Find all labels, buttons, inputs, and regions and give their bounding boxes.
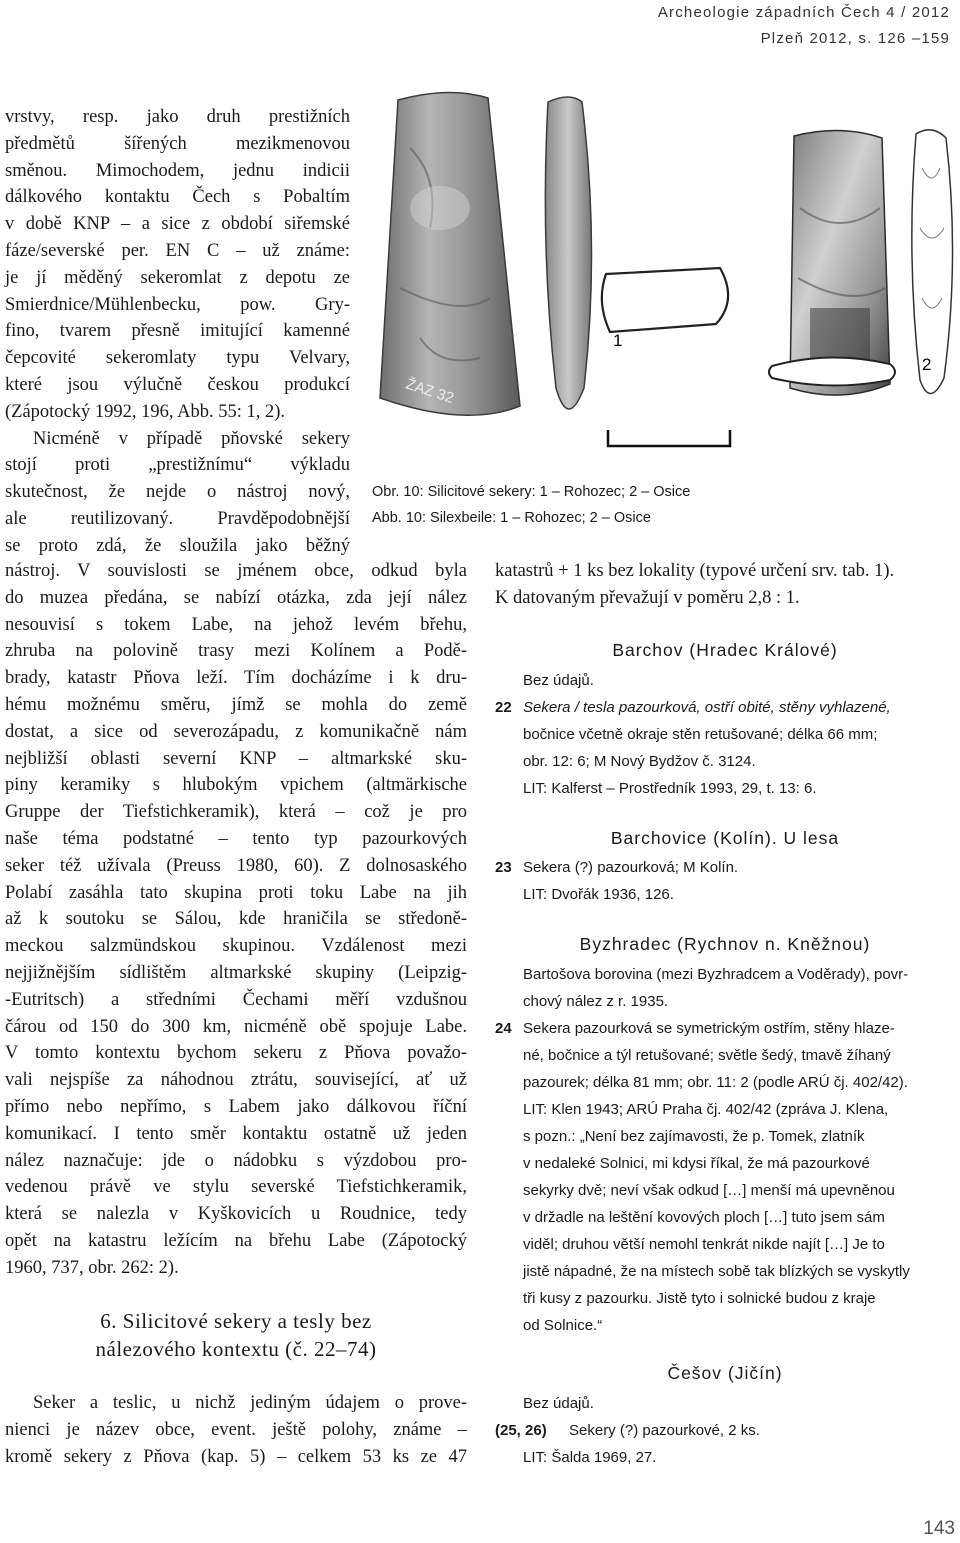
axe-drawings xyxy=(370,88,960,460)
text-line: nástroj. V souvislosti se jménem obce, odkud byla xyxy=(5,561,467,581)
figure-caption xyxy=(372,479,792,531)
text-line: stojí proti „prestižnímu“ výkladu xyxy=(5,455,350,476)
axe-1-side xyxy=(545,97,591,409)
text-line: je jí měděný sekeromlat z depotu ze xyxy=(5,267,350,288)
entry-line: LIT: Klen 1943; ARÚ Praha čj. 402/42 (zpráva J. Klena, xyxy=(523,1101,889,1118)
text-line: naše téma podstatné – tento typ pazourkových xyxy=(5,828,467,849)
section-heading-line: nálezového kontextu (č. 22–74) xyxy=(95,1337,377,1361)
entry-number: (25, 26) xyxy=(495,1422,547,1439)
text-line: Smierdnice/Mühlenbecku, pow. Gry- xyxy=(5,294,350,315)
text-line: fino, tvarem přesně imitující kamenné xyxy=(5,321,350,342)
entry-number: 23 xyxy=(495,859,512,876)
page-number: 143 xyxy=(923,1518,955,1539)
left-column-main xyxy=(5,558,467,1282)
entry-line: LIT: Kalferst – Prostředník 1993, 29, t. 13: 6. xyxy=(523,780,817,797)
text-line: předmětů šířených mezikmenovou xyxy=(5,133,350,154)
text-line: ale reutilizovaný. Pravděpodobnější xyxy=(5,508,350,529)
caption-german: Abb. 10: Silexbeile: 1 – Rohozec; 2 – Osice xyxy=(372,510,651,526)
figure-10 xyxy=(370,88,960,460)
entry-line: Sekera pazourková se symetrickým ostřím, stěny hlaze- xyxy=(523,1020,895,1037)
text-line: v době KNP – a sice z období siřemské xyxy=(5,214,350,235)
text-line: které jsou výlučně českou produkcí xyxy=(5,374,350,395)
text-line: dálkového kontaktu Čech s Pobaltím xyxy=(5,187,350,208)
entry-line: né, bočnice a týl retušované; světle šedý, tmavě žíhaný xyxy=(523,1047,891,1064)
site-heading-byzhradec: Byzhradec (Rychnov n. Kněžnou) xyxy=(579,934,871,954)
text-line: K datovaným převažují v poměru 2,8 : 1. xyxy=(495,587,800,608)
entry-line: jistě nápadné, že na místech sobě tak blízkých se vyskytly xyxy=(523,1263,910,1280)
journal-place-pages: Plzeň 2012, s. 126 –159 xyxy=(760,30,950,47)
site-heading-barchovice: Barchovice (Kolín). U lesa xyxy=(610,828,840,848)
running-header xyxy=(658,0,950,52)
caption-czech: Obr. 10: Silicitové sekery: 1 – Rohozec; 2 – Osice xyxy=(372,484,691,500)
text-line: Gruppe der Tiefstichkeramik), která – což je pro xyxy=(5,802,467,823)
text-line: kromě sekery z Pňova (kap. 5) – celkem 53 ks ze 47 xyxy=(5,1446,467,1467)
journal-title: Archeologie západních Čech 4 / 2012 xyxy=(657,4,950,21)
text-line: opět na katastru ležícím na břehu Labe (Zápotocký xyxy=(5,1230,467,1251)
text-line: čepcovité sekeromlaty typu Velvary, xyxy=(5,348,350,369)
entry-line: v držadle na leštění kovových ploch […] tuto jsem sám xyxy=(523,1209,885,1226)
entry-line: bočnice včetně okraje stěn retušované; délka 66 mm; xyxy=(523,726,878,743)
site-entry-byzhradec xyxy=(495,961,955,1339)
text-line: až k soutoku se Sálou, kde hraničila se středoně- xyxy=(5,909,467,930)
text-line: dostat, a sice od severozápadu, z komunikačně nám xyxy=(5,721,467,742)
text-line: nález naznačuje: jde o nádobku s výzdobou pro- xyxy=(5,1150,467,1171)
text-line: V tomto kontextu bychom sekeru z Pňova považo- xyxy=(5,1043,467,1064)
left-column-top xyxy=(5,104,350,560)
text-line: fáze/severské per. EN C – už známe: xyxy=(5,240,350,261)
text-line: zhruba na polovině trasy mezi Kolínem a Podě- xyxy=(5,641,467,662)
section-heading-line: 6. Silicitové sekery a tesly bez xyxy=(100,1309,372,1333)
site-note: Bez údajů. xyxy=(523,1395,594,1412)
text-line: nejbližší oblasti severní KNP – altmarkské sku- xyxy=(5,748,467,769)
text-line: nejjižnějším sídlištěm altmarkské skupiny (Leipzig- xyxy=(5,962,467,983)
entry-line: Sekery (?) pazourkové, 2 ks. xyxy=(569,1422,760,1439)
text-line: katastrů + 1 ks bez lokality (typové určení srv. tab. 1). xyxy=(495,561,895,581)
text-line: směnou. Mimochodem, jednu indicii xyxy=(5,160,350,181)
axe-2-section xyxy=(769,357,895,385)
text-line: se proto zdá, že sloužila jako běžný xyxy=(5,535,350,556)
specimen-label: ŽAZ 32 xyxy=(403,375,456,408)
text-line: nesouvisí s tokem Labe, na jehož levém břehu, xyxy=(5,614,467,635)
site-entry-cesov xyxy=(495,1390,955,1471)
entry-line: Sekera / tesla pazourková, ostří obité, stěny vyhlazené, xyxy=(523,699,891,716)
entry-line: Sekera (?) pazourková; M Kolín. xyxy=(523,859,739,876)
axe-1-section xyxy=(602,268,728,332)
site-entry-barchovice xyxy=(495,854,955,908)
text-line: -Eutritsch) a středními Čechami měří vzdušnou xyxy=(5,989,467,1010)
figure-label-1: 1 xyxy=(613,331,623,350)
entry-line: obr. 12: 6; M Nový Bydžov č. 3124. xyxy=(523,753,756,770)
section-heading xyxy=(5,1307,467,1363)
text-line: čárou od 150 do 300 km, nicméně obě spojuje Labe. xyxy=(5,1016,467,1037)
text-line: přímo nebo nepřímo, s Labem jako dálkovou říční xyxy=(5,1096,467,1117)
text-line: vedenou právě ve stylu severské Tiefstichkeramik, xyxy=(5,1177,467,1198)
text-line: piny keramiky s hlubokým vpichem (altmärkische xyxy=(5,775,467,796)
site-heading-barchov: Barchov (Hradec Králové) xyxy=(612,640,838,660)
entry-line: tři kusy z pazourku. Jistě tyto i solnické budou z kraje xyxy=(523,1290,876,1307)
entry-number: 24 xyxy=(495,1020,512,1037)
entry-number: 22 xyxy=(495,699,512,716)
text-line: hému možnému směru, jímž se mohla do země xyxy=(5,694,467,715)
text-line: skutečnost, že nejde o nástroj nový, xyxy=(5,482,350,503)
right-column-intro xyxy=(495,558,955,612)
text-line: Seker a teslic, u nichž jediným údajem o prove- xyxy=(33,1393,467,1413)
text-line: do muzea předána, se nabízí otázka, zda její nález xyxy=(5,587,467,608)
site-note: chový nález z r. 1935. xyxy=(523,993,669,1010)
left-column-bottom xyxy=(5,1390,467,1470)
text-line: vali nejspíše za náhodnou ztrátu, související, ať už xyxy=(5,1070,467,1091)
entry-line: viděl; druhou větší nemohl tenkrát nikde najít […] Je to xyxy=(523,1236,885,1253)
entry-line: s pozn.: „Není bez zajímavosti, že p. Tomek, zlatník xyxy=(523,1128,865,1145)
figure-label-2: 2 xyxy=(922,355,932,374)
site-note: Bartošova borovina (mezi Byzhradcem a Voděrady), povr- xyxy=(523,966,909,983)
entry-line: pazourek; délka 81 mm; obr. 11: 2 (podle ARÚ čj. 402/42). xyxy=(523,1074,908,1091)
text-line: Polabí zasáhla tato skupina proti toku Labe na jih xyxy=(5,882,467,903)
site-note: Bez údajů. xyxy=(523,672,594,689)
entry-line: LIT: Dvořák 1936, 126. xyxy=(523,886,674,903)
text-line: vrstvy, resp. jako druh prestižních xyxy=(5,107,350,127)
site-heading-cesov: Češov (Jičín) xyxy=(667,1363,783,1383)
text-line: nienci je název obce, event. ještě polohy, známe – xyxy=(5,1419,467,1440)
text-line: Nicméně v případě pňovské sekery xyxy=(33,428,350,449)
scale-bar-1 xyxy=(608,430,730,446)
text-line: (Zápotocký 1992, 196, Abb. 55: 1, 2). xyxy=(5,401,286,422)
axe-1-face xyxy=(380,92,520,415)
text-line: brady, katastr Pňova leží. Tím docházíme i k dru- xyxy=(5,668,467,689)
entry-line: v nedaleké Solnici, mi kdysi říkal, že má pazourkové xyxy=(523,1155,870,1172)
text-line: meckou salzmündskou skupinou. Vzdálenost mezi xyxy=(5,936,467,957)
entry-line: LIT: Šalda 1969, 27. xyxy=(523,1449,657,1466)
entry-line: sekyrky dvě; neví však odkud […] menší má upevněnou xyxy=(523,1182,895,1199)
entry-line: od Solnice.“ xyxy=(523,1317,603,1334)
site-entry-barchov xyxy=(495,667,955,802)
text-line: komunikací. I tento směr kontaktu ostatně už jeden xyxy=(5,1123,467,1144)
axe-2-side xyxy=(912,130,953,394)
text-line: 1960, 737, obr. 262: 2). xyxy=(5,1257,179,1278)
text-line: která se nalezla v Kyškovicích u Roudnice, tedy xyxy=(5,1204,467,1225)
text-line: seker též užívala (Preuss 1980, 60). Z dolnosaského xyxy=(5,855,467,876)
